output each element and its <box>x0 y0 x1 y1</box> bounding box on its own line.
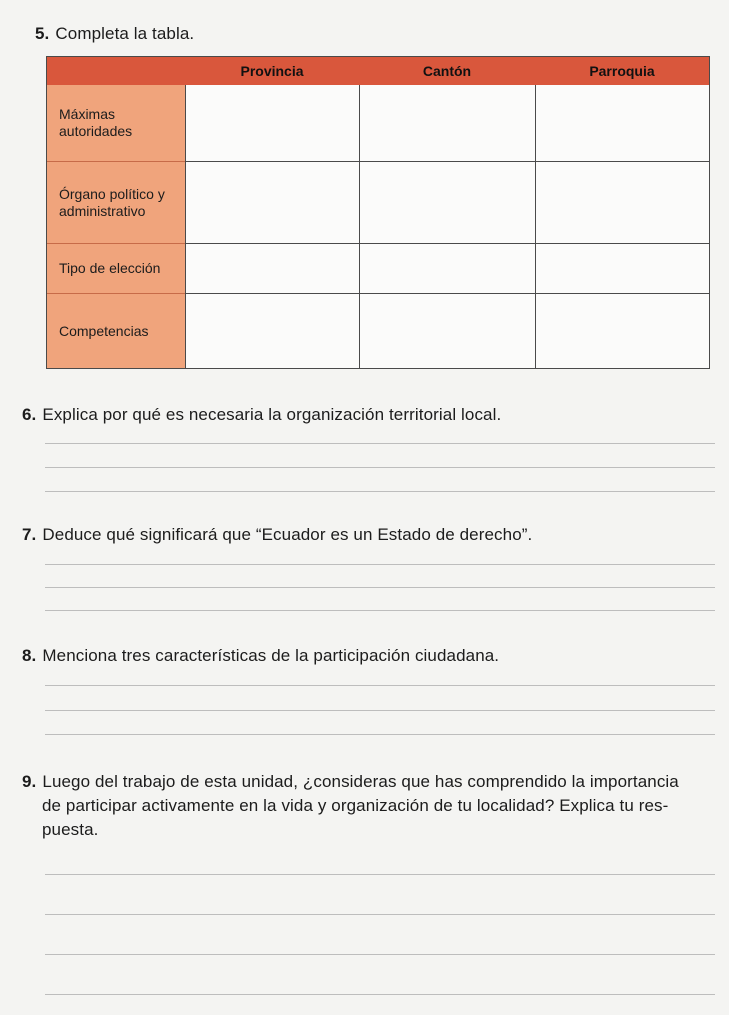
question-5 <box>35 24 194 44</box>
answer-line[interactable] <box>45 710 715 711</box>
answer-line[interactable] <box>45 914 715 915</box>
question-9-number: 9. <box>22 772 37 791</box>
cell-competencias-parroquia[interactable] <box>535 294 709 368</box>
cell-eleccion-canton[interactable] <box>359 244 535 294</box>
question-5-number: 5. <box>35 24 50 43</box>
answer-line[interactable] <box>45 467 715 468</box>
question-6 <box>22 405 501 425</box>
cell-organo-canton[interactable] <box>359 162 535 244</box>
row-header-maximas-autoridades: Máximas autoridades <box>47 85 185 162</box>
question-7-number: 7. <box>22 525 37 544</box>
question-9-line-3: puesta. <box>42 820 99 839</box>
cell-eleccion-provincia[interactable] <box>185 244 359 294</box>
answer-line[interactable] <box>45 587 715 588</box>
cell-autoridades-provincia[interactable] <box>185 85 359 162</box>
cell-eleccion-parroquia[interactable] <box>535 244 709 294</box>
answer-lines-9 <box>45 874 715 998</box>
answer-line[interactable] <box>45 685 715 686</box>
cell-competencias-canton[interactable] <box>359 294 535 368</box>
answer-lines-8 <box>45 685 715 737</box>
answer-line[interactable] <box>45 443 715 444</box>
answer-line[interactable] <box>45 491 715 492</box>
row-header-competencias: Competencias <box>47 294 185 368</box>
cell-autoridades-parroquia[interactable] <box>535 85 709 162</box>
answer-line[interactable] <box>45 734 715 735</box>
answer-line[interactable] <box>45 994 715 995</box>
column-header-canton: Cantón <box>359 57 535 85</box>
question-9-line-1 <box>22 770 726 794</box>
question-7-text: Deduce qué significará que “Ecuador es un Estado de derecho”. <box>42 525 533 544</box>
question-9 <box>22 770 726 842</box>
question-9-line-2: de participar activamente en la vida y organización de tu localidad? Explica tu res- <box>42 796 669 815</box>
question-9-text-1: Luego del trabajo de esta unidad, ¿consideras que has comprendido la importancia <box>42 772 679 791</box>
row-header-tipo-eleccion: Tipo de elección <box>47 244 185 294</box>
answer-line[interactable] <box>45 564 715 565</box>
row-header-organo-politico: Órgano político y administrativo <box>47 162 185 244</box>
column-header-provincia: Provincia <box>185 57 359 85</box>
cell-competencias-provincia[interactable] <box>185 294 359 368</box>
question-8-number: 8. <box>22 646 37 665</box>
table-corner <box>47 57 185 85</box>
answer-line[interactable] <box>45 610 715 611</box>
question-5-text: Completa la tabla. <box>55 24 195 43</box>
question-8 <box>22 646 499 666</box>
cell-organo-provincia[interactable] <box>185 162 359 244</box>
answer-line[interactable] <box>45 874 715 875</box>
question-6-text: Explica por qué es necesaria la organización territorial local. <box>42 405 502 424</box>
question-6-number: 6. <box>22 405 37 424</box>
question-7 <box>22 525 532 545</box>
cell-organo-parroquia[interactable] <box>535 162 709 244</box>
column-header-parroquia: Parroquia <box>535 57 709 85</box>
cell-autoridades-canton[interactable] <box>359 85 535 162</box>
answer-lines-7 <box>45 564 715 614</box>
territorial-table <box>46 56 710 369</box>
question-8-text: Menciona tres características de la participación ciudadana. <box>42 646 500 665</box>
answer-line[interactable] <box>45 954 715 955</box>
answer-lines-6 <box>45 443 715 493</box>
